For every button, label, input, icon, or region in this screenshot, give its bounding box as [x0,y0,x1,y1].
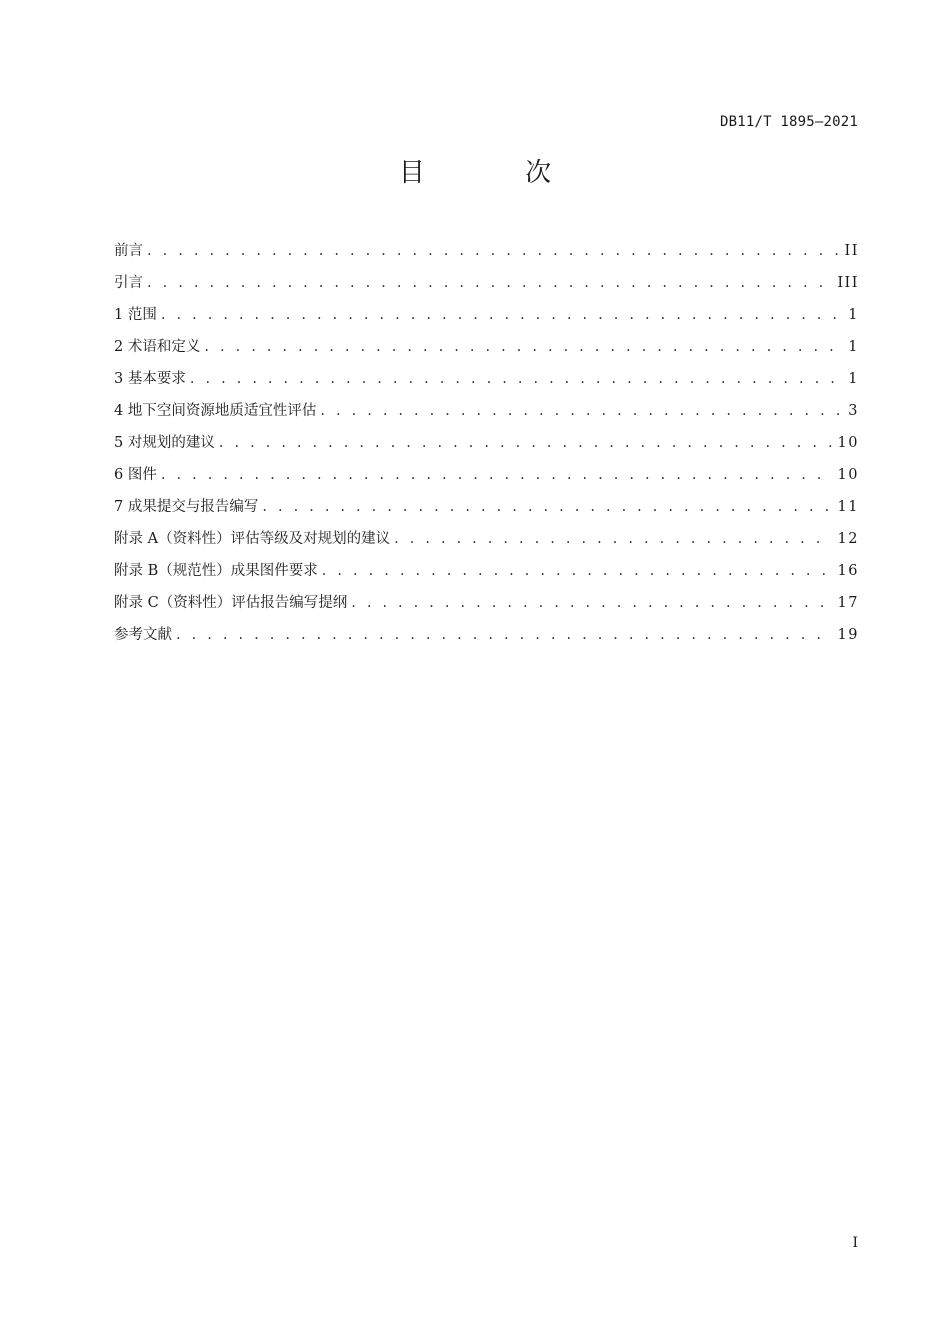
toc-entry-label: 3 基本要求 [114,371,186,387]
toc-entry-scope[interactable] [114,299,859,331]
page-title: 目 次 [398,158,598,188]
toc-entry-references[interactable] [114,619,859,651]
toc-entry-page: 10 [837,467,859,483]
toc-entry-label: 7 成果提交与报告编写 [114,499,259,515]
toc-leader-dots [322,555,832,587]
toc-entry-introduction[interactable] [114,267,859,299]
toc-entry-appendix-b[interactable] [114,555,859,587]
toc-leader-dots [190,363,842,395]
toc-leader-dots [161,299,842,331]
toc-entry-maps[interactable] [114,459,859,491]
toc-entry-page: 10 [837,435,859,451]
toc-entry-page: II [844,243,859,259]
toc-entry-label: 附录 B（规范性）成果图件要求 [114,563,318,579]
toc-entry-page: 16 [837,563,859,579]
toc-leader-dots [262,491,831,523]
toc-leader-dots [351,587,831,619]
toc-leader-dots [176,619,832,651]
toc-entry-foreword[interactable] [114,235,859,267]
toc-entry-label: 6 图件 [114,467,157,483]
toc-leader-dots [219,427,832,459]
table-of-contents [114,235,859,651]
toc-entry-page: 1 [848,371,859,387]
toc-entry-label: 参考文献 [114,627,172,643]
toc-entry-page: 3 [848,403,859,419]
toc-leader-dots [161,459,832,491]
toc-entry-page: 17 [837,595,859,611]
toc-entry-deliverables[interactable] [114,491,859,523]
toc-entry-appendix-c[interactable] [114,587,859,619]
toc-leader-dots [204,331,842,363]
toc-entry-label: 附录 A（资料性）评估等级及对规划的建议 [114,531,391,547]
toc-entry-label: 前言 [114,243,143,259]
toc-entry-planning-suggestions[interactable] [114,427,859,459]
document-code: DB11/T 1895—2021 [719,114,858,130]
toc-entry-label: 引言 [114,275,143,291]
toc-entry-page: 12 [837,531,859,547]
toc-entry-basic-requirements[interactable] [114,363,859,395]
toc-entry-page: 1 [848,339,859,355]
toc-entry-label: 附录 C（资料性）评估报告编写提纲 [114,595,348,611]
toc-entry-label: 5 对规划的建议 [114,435,215,451]
toc-entry-page: 11 [837,499,859,515]
toc-entry-terms[interactable] [114,331,859,363]
toc-entry-page: 19 [837,627,859,643]
toc-leader-dots [320,395,842,427]
toc-entry-appendix-a[interactable] [114,523,859,555]
toc-entry-page: III [837,275,859,291]
toc-entry-assessment[interactable] [114,395,859,427]
toc-entry-label: 1 范围 [114,307,157,323]
toc-entry-label: 2 术语和定义 [114,339,201,355]
toc-entry-label: 4 地下空间资源地质适宜性评估 [114,403,317,419]
toc-leader-dots [147,267,831,299]
toc-entry-page: 1 [848,307,859,323]
page-number: I [852,1235,858,1251]
toc-leader-dots [394,523,831,555]
toc-leader-dots [147,235,839,267]
